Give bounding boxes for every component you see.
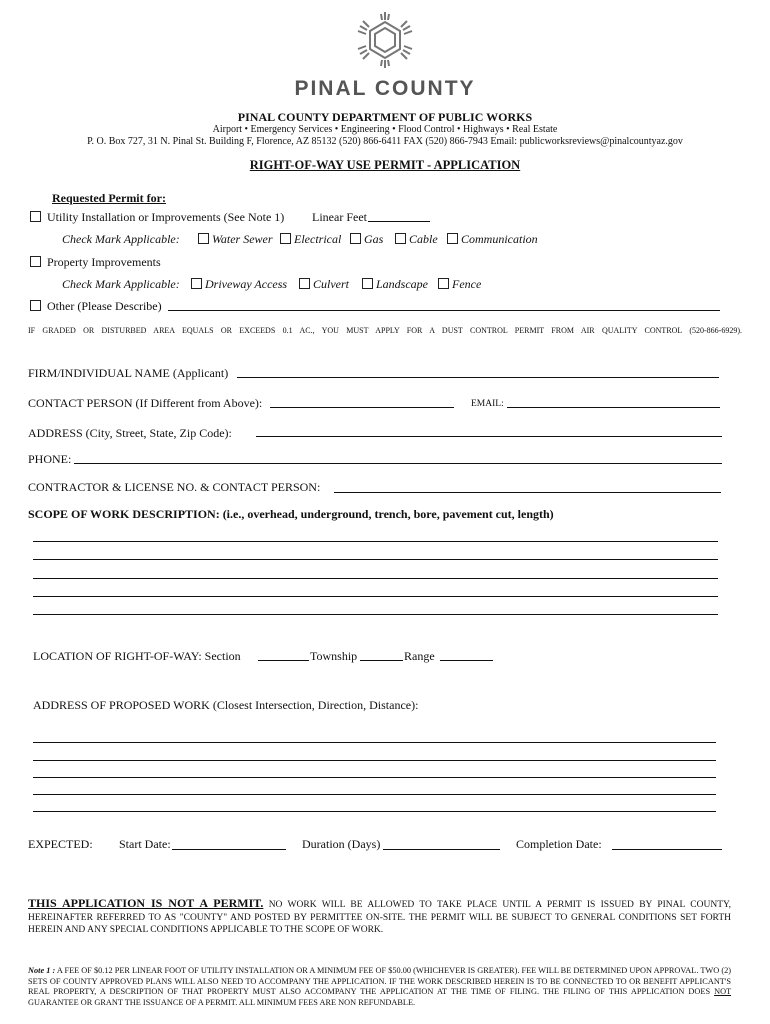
- cable-checkbox[interactable]: [395, 233, 406, 244]
- not-permit-heading: THIS APPLICATION IS NOT A PERMIT.: [28, 896, 264, 910]
- proposed-line-5[interactable]: [33, 811, 716, 812]
- start-date-field[interactable]: [172, 849, 286, 850]
- firm-field[interactable]: [237, 377, 719, 378]
- water-sewer-checkbox[interactable]: [198, 233, 209, 244]
- scope-line-4[interactable]: [33, 596, 718, 597]
- range-label: Range: [404, 649, 435, 663]
- landscape-checkbox[interactable]: [362, 278, 373, 289]
- property-label: Property Improvements: [47, 255, 161, 269]
- electrical-checkbox[interactable]: [280, 233, 291, 244]
- contact-person-label: CONTACT PERSON (If Different from Above):: [28, 396, 263, 410]
- email-field[interactable]: [507, 407, 720, 408]
- note-text: A FEE OF $0.12 PER LINEAR FOOT OF UTILITY INSTALLATION OR A MINIMUM FEE OF $50.00 (WHICHEVER IS GREATER). FEE WILL BE DETERMINED UPON APPROVAL. TWO (2) SETS OF COUNTY APPROVED PLANS WILL ALSO NEED TO ACCOMPANY THE APPLICATION. IF THE WORK DESCRIBED HEREIN IS TO BE CONNECTED TO OR BENEFIT APPLICANT'S REAL PROPERTY, A DESCRIPTION OF THAT PROPERTY MUST ALSO ACCOMPANY THE APPLICATION AT THE TIME OF FILING. THE FILING OF THIS APPLICATION DOES: [28, 966, 731, 996]
- duration-field[interactable]: [383, 849, 500, 850]
- not-permit-paragraph: [28, 897, 731, 937]
- driveway-checkbox[interactable]: [191, 278, 202, 289]
- completion-date-label: Completion Date:: [516, 837, 602, 851]
- contact-line: P. O. Box 727, 31 N. Pinal St. Building F, Florence, AZ 85132 (520) 866-6411 FAX (520) 866-7943 Email: publicworksreviews@pinalcountyaz.gov: [87, 136, 683, 147]
- expected-label: EXPECTED:: [28, 837, 93, 851]
- email-label: EMAIL:: [471, 399, 504, 409]
- option-cable[interactable]: Cable: [395, 232, 438, 247]
- option-landscape[interactable]: Landscape: [362, 277, 428, 292]
- scope-line-2[interactable]: [33, 559, 718, 560]
- option-driveway[interactable]: Driveway Access: [191, 277, 287, 292]
- proposed-line-1[interactable]: [33, 742, 716, 743]
- completion-date-field[interactable]: [612, 849, 722, 850]
- culvert-checkbox[interactable]: [299, 278, 310, 289]
- property-row: [30, 255, 161, 270]
- phone-field[interactable]: [74, 463, 722, 464]
- requested-permit-heading: Requested Permit for:: [52, 191, 166, 205]
- communication-checkbox[interactable]: [447, 233, 458, 244]
- option-electrical[interactable]: Electrical: [280, 232, 341, 247]
- option-communication[interactable]: Communication: [447, 232, 538, 247]
- township-label: Township: [310, 649, 358, 663]
- gas-checkbox[interactable]: [350, 233, 361, 244]
- proposed-line-3[interactable]: [33, 777, 716, 778]
- location-label: LOCATION OF RIGHT-OF-WAY: Section: [33, 649, 241, 663]
- linear-feet-label: Linear Feet: [312, 210, 367, 224]
- form-title: RIGHT-OF-WAY USE PERMIT - APPLICATION: [249, 158, 521, 172]
- utility-label: Utility Installation or Improvements (See Note 1): [47, 210, 285, 224]
- scope-label: SCOPE OF WORK DESCRIPTION: (i.e., overhead, underground, trench, bore, pavement cut, length): [28, 507, 554, 521]
- address-label: ADDRESS (City, Street, State, Zip Code):: [28, 426, 232, 440]
- scope-line-5[interactable]: [33, 614, 718, 615]
- proposed-address-label: ADDRESS OF PROPOSED WORK (Closest Intersection, Direction, Distance):: [33, 698, 419, 712]
- range-field[interactable]: [440, 660, 493, 661]
- property-checkbox[interactable]: [30, 256, 41, 267]
- utility-check-mark-label: Check Mark Applicable:: [62, 232, 180, 246]
- option-water-sewer[interactable]: Water Sewer: [198, 232, 273, 247]
- contact-person-field[interactable]: [270, 407, 454, 408]
- org-name: PINAL COUNTY: [294, 77, 476, 100]
- note-end: GUARANTEE OR GRANT THE ISSUANCE OF A PERMIT. ALL MINIMUM FEES ARE NON REFUNDABLE.: [28, 997, 416, 1007]
- utility-row: [30, 210, 284, 225]
- note-label: Note 1 :: [28, 966, 56, 975]
- fence-checkbox[interactable]: [438, 278, 449, 289]
- other-row: [30, 299, 162, 314]
- section-field[interactable]: [258, 660, 309, 661]
- start-date-label: Start Date:: [119, 837, 171, 851]
- utility-checkbox[interactable]: [30, 211, 41, 222]
- sun-emblem-icon: [355, 10, 415, 70]
- fee-note: [28, 966, 731, 1008]
- other-checkbox[interactable]: [30, 300, 41, 311]
- department-title: PINAL COUNTY DEPARTMENT OF PUBLIC WORKS: [237, 110, 533, 124]
- duration-label: Duration (Days): [302, 837, 381, 851]
- option-culvert[interactable]: Culvert: [299, 277, 349, 292]
- note-not: NOT: [714, 987, 731, 996]
- proposed-line-2[interactable]: [33, 760, 716, 761]
- proposed-line-4[interactable]: [33, 794, 716, 795]
- other-description-field[interactable]: [168, 310, 720, 311]
- township-field[interactable]: [360, 660, 403, 661]
- property-check-mark-label: Check Mark Applicable:: [62, 277, 180, 291]
- not-permit-text: NO WORK WILL BE ALLOWED TO TAKE PLACE UNTIL A PERMIT IS ISSUED BY PINAL COUNTY, HEREINAFTER REFERRED TO AS "COUNTY" AND POSTED BY PERMITTEE ON-SITE. THE PERMIT WILL BE SUBJECT TO GENERAL CONDITIONS SET FORTH HEREIN AND ANY SPECIAL CONDITIONS APPLICABLE TO THE SCOPE OF WORK.: [28, 900, 732, 935]
- contractor-field[interactable]: [334, 492, 721, 493]
- dust-control-notice: IF GRADED OR DISTURBED AREA EQUALS OR EXCEEDS 0.1 AC., YOU MUST APPLY FOR A DUST CONTROL PERMIT FROM AIR QUALITY CONTROL (520-866-6929).: [28, 326, 742, 335]
- scope-line-3[interactable]: [33, 578, 718, 579]
- other-label: Other (Please Describe): [47, 299, 162, 313]
- phone-label: PHONE:: [28, 452, 72, 466]
- option-fence[interactable]: Fence: [438, 277, 481, 292]
- scope-line-1[interactable]: [33, 541, 718, 542]
- option-gas[interactable]: Gas: [350, 232, 383, 247]
- county-logo: [0, 10, 770, 101]
- address-field[interactable]: [256, 436, 722, 437]
- firm-label: FIRM/INDIVIDUAL NAME (Applicant): [28, 366, 229, 380]
- contractor-label: CONTRACTOR & LICENSE NO. & CONTACT PERSON:: [28, 480, 321, 494]
- services-line: Airport • Emergency Services • Engineering • Flood Control • Highways • Real Estate: [212, 124, 558, 135]
- linear-feet-field[interactable]: [368, 221, 430, 222]
